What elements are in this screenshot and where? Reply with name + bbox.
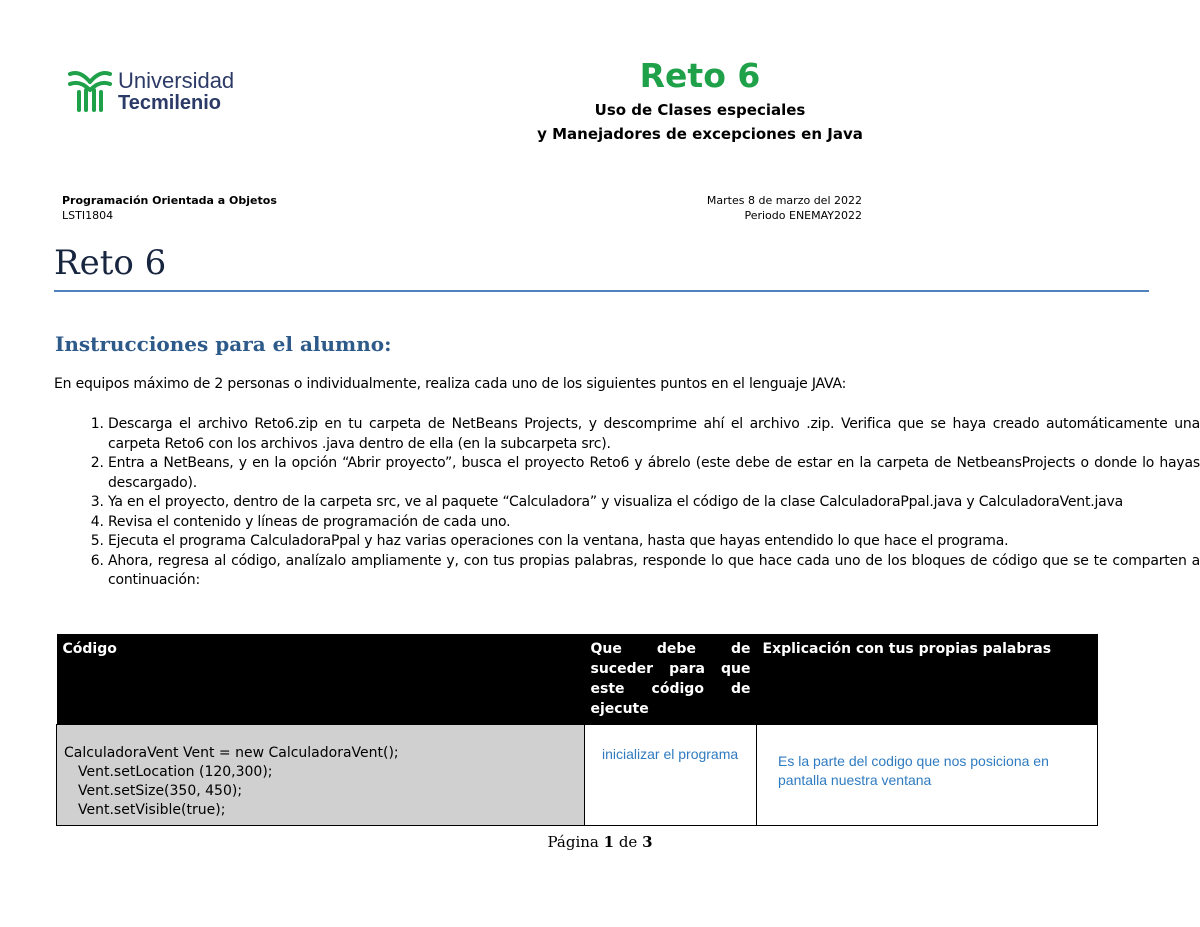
- document-period: Periodo ENEMAY2022: [744, 209, 862, 222]
- page-footer: [450, 833, 750, 851]
- logo-line-1: Universidad: [118, 68, 235, 93]
- document-subtitle-2: y Manejadores de excepciones en Java: [537, 125, 863, 143]
- page-heading: Reto 6: [54, 243, 167, 283]
- course-name: Programación Orientada a Objetos: [62, 194, 277, 207]
- document-subtitle-1: Uso de Clases especiales: [594, 101, 806, 119]
- list-item: 6. Ahora, regresa al código, analízalo ampliamente y, con tus propias palabras, responde lo que hace cada uno de los bloques de código que se te comparten a continuación:: [108, 552, 1200, 591]
- code-line: Vent.setSize(350, 450);: [78, 783, 243, 799]
- instructions-heading: Instrucciones para el alumno:: [55, 332, 392, 356]
- course-code: LSTI1804: [62, 209, 114, 222]
- condition-answer: inicializar el programa: [602, 746, 739, 762]
- current-page-number: 1: [603, 833, 615, 851]
- instructions-list: [54, 415, 1200, 591]
- explanation-answer: Es la parte del codigo que nos posiciona en pantalla nuestra ventana: [778, 753, 1049, 788]
- list-item: 1. Descarga el archivo Reto6.zip en tu carpeta de NetBeans Projects, y descomprime ahí el archivo .zip. Verifica que se haya creado automáticamente una carpeta Reto6 con los archivos .java dentro de ella (en la subcarpeta src).: [108, 415, 1200, 454]
- condition-cell[interactable]: [585, 725, 757, 826]
- code-line: Vent.setVisible(true);: [78, 802, 226, 818]
- university-logo: [66, 66, 116, 116]
- logo-line-2: Tecmilenio: [118, 92, 221, 114]
- table-row: [57, 725, 1098, 826]
- list-item: 2. Entra a NetBeans, y en la opción “Abrir proyecto”, busca el proyecto Reto6 y ábrelo (este debe de estar en la carpeta de NetbeansProjects o donde lo hayas descargado).: [108, 454, 1200, 493]
- code-line: Vent.setLocation (120,300);: [78, 764, 273, 780]
- footer-middle: de: [614, 833, 643, 851]
- column-header-explanation: Explicación con tus propias palabras: [757, 634, 1098, 725]
- explanation-cell[interactable]: [757, 725, 1098, 826]
- column-header-condition: Que debe de suceder para que este código de ejecute: [585, 634, 757, 725]
- list-item: 4. Revisa el contenido y líneas de programación de cada uno.: [108, 513, 1200, 533]
- heading-divider: [54, 290, 1149, 292]
- column-header-code: Código: [57, 634, 585, 725]
- footer-prefix: Página: [547, 833, 604, 851]
- code-table: [56, 634, 1098, 826]
- table-header-row: [57, 634, 1098, 725]
- document-title: Reto 6: [639, 56, 761, 95]
- logo-wordmark: [118, 70, 234, 114]
- list-item: 3. Ya en el proyecto, dentro de la carpeta src, ve al paquete “Calculadora” y visualiza el código de la clase CalculadoraPpal.java y CalculadoraVent.java: [108, 493, 1200, 513]
- list-item: 5. Ejecuta el programa CalculadoraPpal y haz varias operaciones con la ventana, hasta que hayas entendido lo que hace el programa.: [108, 532, 1200, 552]
- total-pages: 3: [642, 833, 653, 851]
- instructions-intro: En equipos máximo de 2 personas o individualmente, realiza cada uno de los siguientes puntos en el lenguaje JAVA:: [54, 376, 847, 392]
- code-line: CalculadoraVent Vent = new CalculadoraVent();: [64, 745, 399, 761]
- document-date: Martes 8 de marzo del 2022: [706, 194, 862, 207]
- code-cell: [57, 725, 585, 826]
